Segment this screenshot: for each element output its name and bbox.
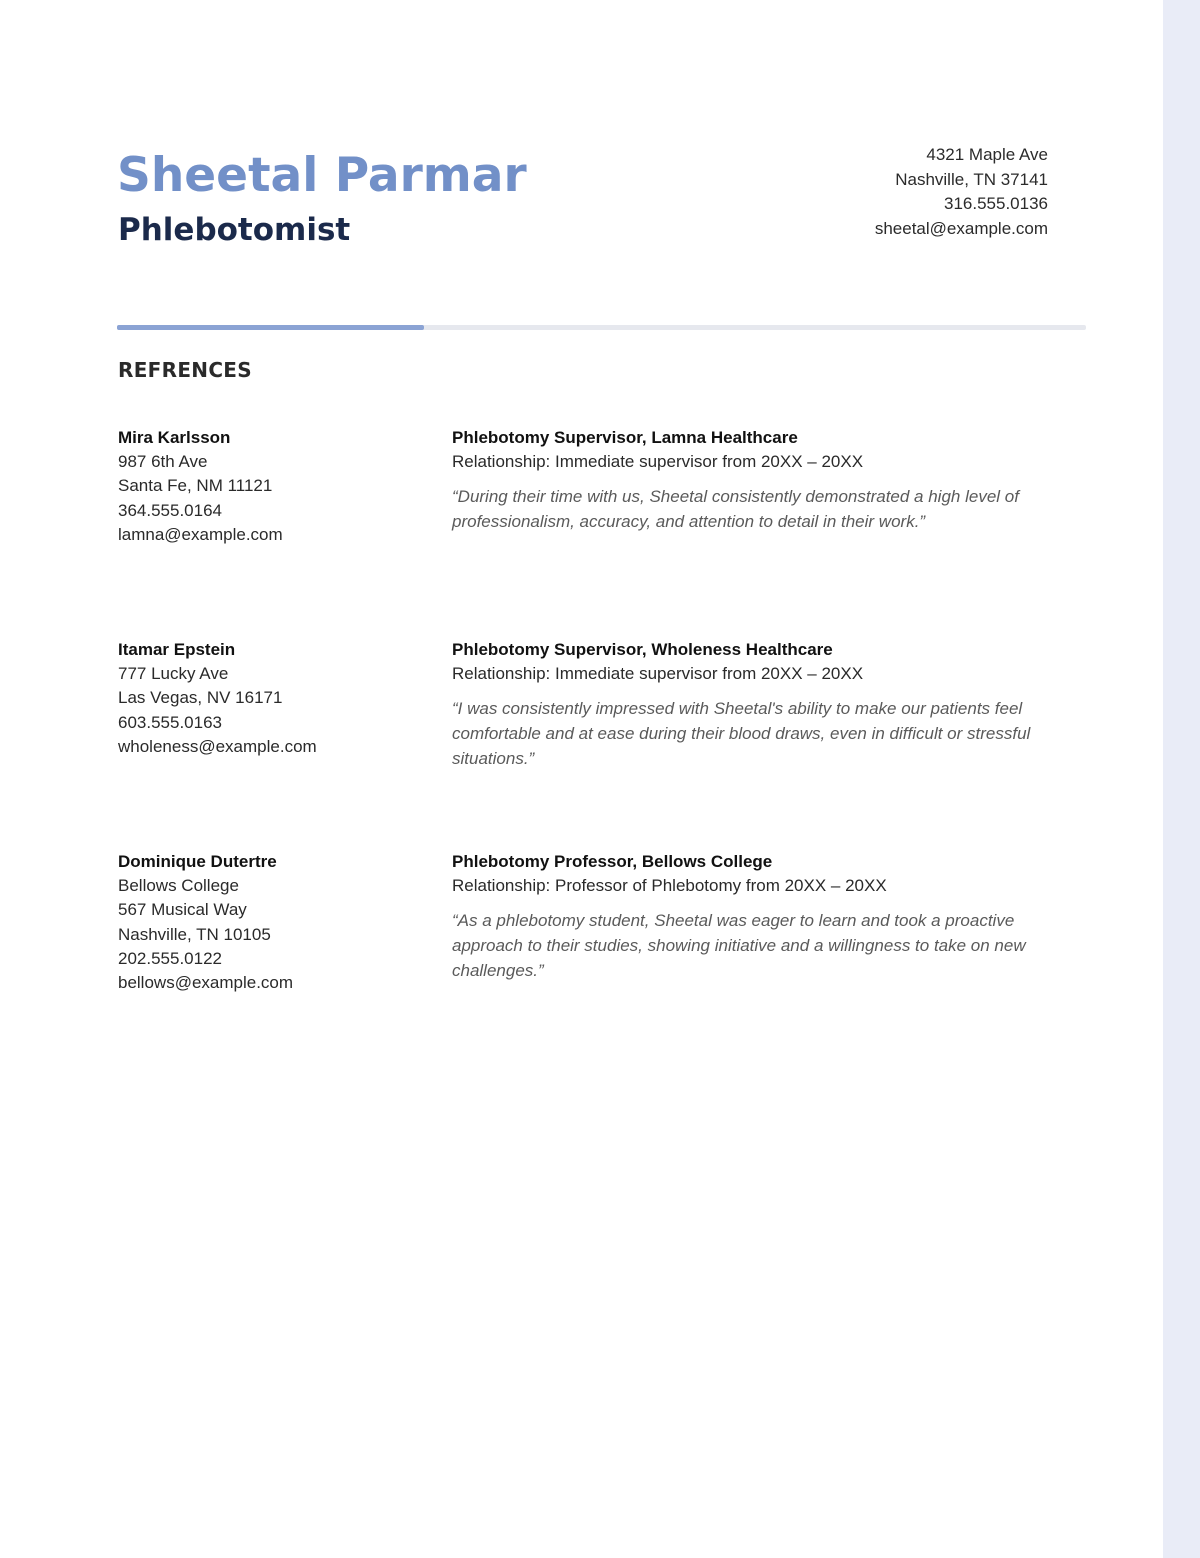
- reference-quote: “During their time with us, Sheetal consistently demonstrated a high level of professionalism, accuracy, and attention to detail in their work.”: [452, 487, 1019, 531]
- reference-title: Phlebotomy Supervisor, Wholeness Healthcare: [452, 640, 833, 659]
- contact-phone: 316.555.0136: [944, 194, 1048, 213]
- reference-quote: “As a phlebotomy student, Sheetal was eager to learn and took a proactive approach to their studies, showing initiative and a willingness to take on new challenges.”: [452, 911, 1026, 980]
- reference-email: lamna@example.com: [118, 524, 283, 544]
- reference-organization: Bellows College: [118, 876, 239, 896]
- reference-quote: “I was consistently impressed with Sheetal's ability to make our patients feel comfortable and at ease during their blood draws, even in difficult or stressful situations.”: [452, 699, 1031, 768]
- reference-phone: 603.555.0163: [118, 712, 222, 732]
- reference-phone: 202.555.0122: [118, 948, 222, 968]
- reference-name: Mira Karlsson: [118, 428, 231, 447]
- reference-title: Phlebotomy Professor, Bellows College: [452, 852, 773, 871]
- reference-name: Dominique Dutertre: [118, 852, 277, 871]
- reference-relationship: Relationship: Professor of Phlebotomy from 20XX – 20XX: [452, 876, 887, 896]
- reference-contact: [118, 850, 438, 995]
- reference-title: Phlebotomy Supervisor, Lamna Healthcare: [452, 428, 798, 447]
- reference-email: bellows@example.com: [118, 973, 294, 993]
- reference-address-line: Santa Fe, NM 11121: [118, 476, 273, 496]
- reference-contact: [118, 638, 438, 759]
- reference-details: [452, 638, 1086, 771]
- page-side-strip: [1163, 0, 1200, 1558]
- reference-relationship: Relationship: Immediate supervisor from 20XX – 20XX: [452, 664, 864, 684]
- reference-contact: [118, 426, 438, 547]
- reference-address-line: 777 Lucky Ave: [118, 664, 229, 684]
- reference-phone: 364.555.0164: [118, 500, 222, 520]
- reference-email: wholeness@example.com: [118, 736, 317, 756]
- candidate-role: Phlebotomist: [118, 212, 351, 248]
- reference-address-line: 567 Musical Way: [118, 900, 247, 920]
- contact-block: [875, 143, 1048, 241]
- contact-address-line1: 4321 Maple Ave: [926, 145, 1048, 164]
- reference-address-line: Nashville, TN 10105: [118, 924, 271, 944]
- contact-email: sheetal@example.com: [874, 218, 1048, 238]
- reference-address-line: Las Vegas, NV 16171: [118, 688, 283, 708]
- section-title: REFRENCES: [118, 358, 252, 382]
- reference-details: [452, 426, 1086, 535]
- reference-name: Itamar Epstein: [118, 640, 236, 659]
- reference-details: [452, 850, 1086, 983]
- contact-address-line2: Nashville, TN 37141: [895, 169, 1048, 189]
- candidate-name: Sheetal Parmar: [117, 148, 527, 203]
- reference-relationship: Relationship: Immediate supervisor from 20XX – 20XX: [452, 452, 864, 472]
- section-divider-accent: [117, 325, 424, 330]
- reference-address-line: 987 6th Ave: [118, 452, 208, 472]
